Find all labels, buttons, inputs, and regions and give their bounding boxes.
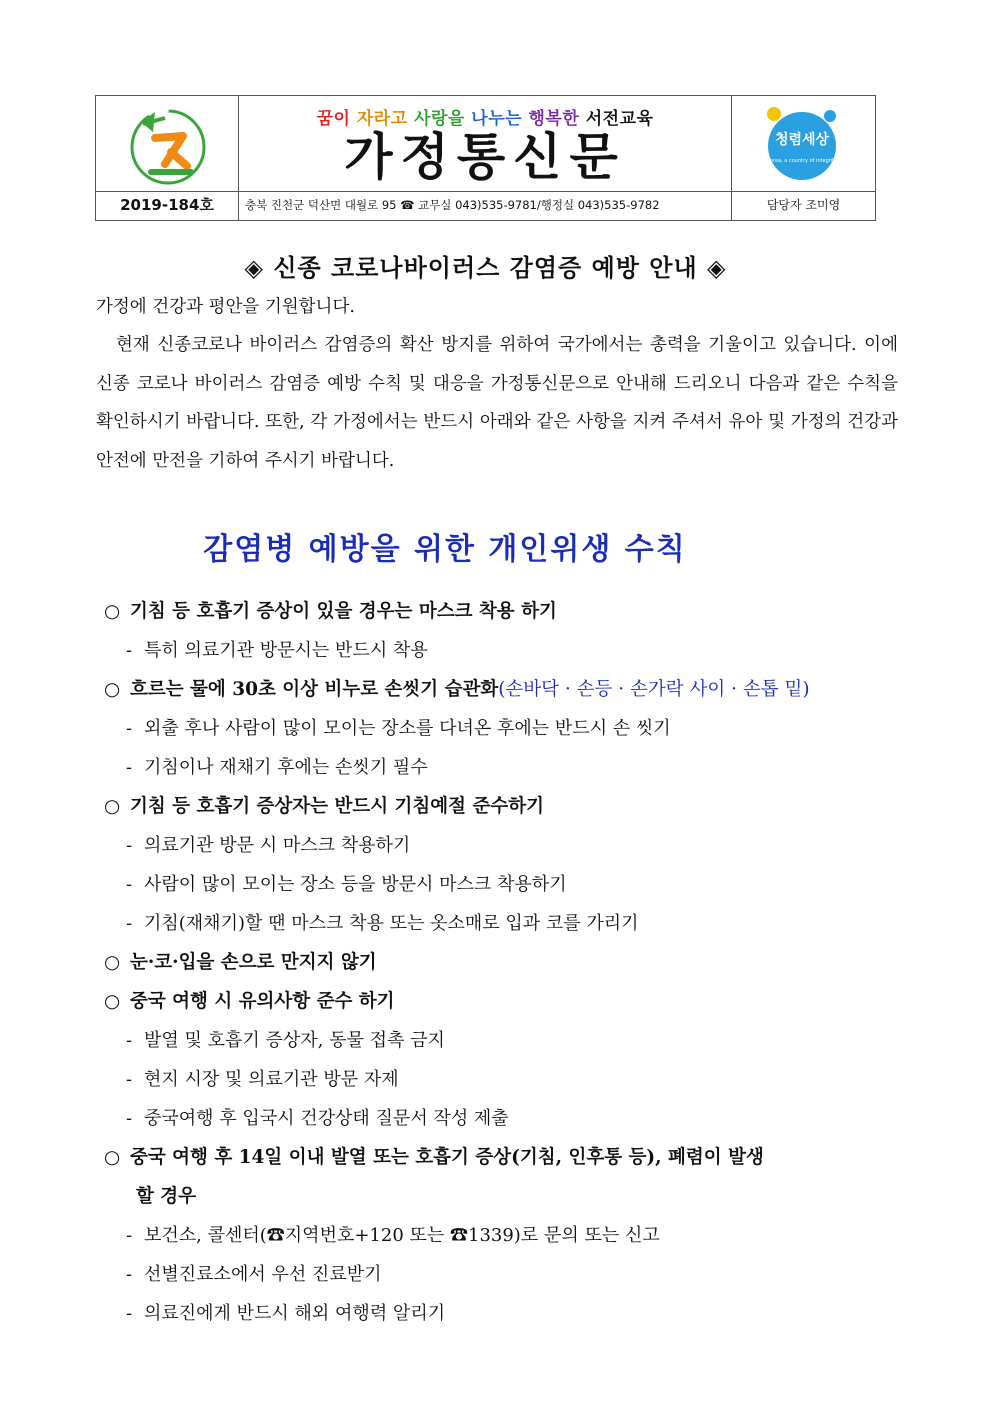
sub-item: - 현지 시장 및 의료기관 방문 자제 (126, 1069, 399, 1090)
sub-item: - 보건소, 콜센터(☎지역번호+120 또는 ☎1339)로 문의 또는 신고 (126, 1225, 660, 1246)
sub-item: - 선별진료소에서 우선 진료받기 (126, 1264, 382, 1285)
list-item-continuation: 할 경우 (136, 1186, 197, 1207)
slogan-part: 꿈이 (316, 109, 351, 129)
list-item: ○ 기침 등 호흡기 증상이 있을 경우는 마스크 착용 하기 (104, 601, 557, 622)
intro-text: 현재 신종코로나 바이러스 감염증의 확산 방지를 위하여 국가에서는 총력을 기울이고 있습니다. 이에 신종 코로나 바이러스 감염증 예방 수칙 및 대응을 가정통신문으로 안내해 드리오니 다음과 같은 수칙을 확인하시기 바랍니다. 또한, 각 가정에서는 반드시 아래와 같은 사항을 지켜 주셔서 유아 및 가정의 건강과 안전에 만전을 기하여 주시기 바랍니다. (96, 335, 898, 471)
list-item: ○ 중국 여행 시 유의사항 준수 하기 (104, 991, 395, 1012)
svg-text:Korea, a country of integrity: Korea, a country of integrity (766, 158, 838, 164)
list-item: ○ 흐르는 물에 30초 이상 비누로 손씻기 습관화(손바닥 · 손등 · 손가락 사이 · 손톱 밑) (104, 679, 810, 700)
sub-item: - 특히 의료기관 방문시는 반드시 착용 (126, 640, 428, 661)
slogan-part: 서전교육 (585, 109, 654, 129)
list-item: ○ 중국 여행 후 14일 이내 발열 또는 호흡기 증상(기침, 인후통 등), 폐렴이 발생 (104, 1147, 764, 1168)
notice-title: ◈ 신종 코로나바이러스 감염증 예방 안내 ◈ (244, 254, 727, 282)
integrity-logo-icon (752, 100, 852, 188)
school-address: 충북 진천군 덕산면 대월로 95 ☎ 교무실 043)535-9781/행정실 043)535-9782 (239, 191, 732, 220)
section-title: 감염병 예방을 위한 개인위생 수칙 (203, 532, 687, 567)
sub-item: - 사람이 많이 모이는 장소 등을 방문시 마스크 착용하기 (126, 874, 567, 895)
title-cell (239, 96, 732, 191)
list-item: ○ 눈·코·입을 손으로 만지지 않기 (104, 952, 377, 973)
slogan (239, 104, 731, 129)
slogan-part: 사랑을 (414, 109, 465, 129)
integrity-logo-cell (732, 96, 875, 191)
issue-number: 2019-184호 (96, 191, 239, 220)
slogan-part: 나누는 (471, 109, 523, 129)
list-item: ○ 기침 등 호흡기 증상자는 반드시 기침예절 준수하기 (104, 796, 544, 817)
sub-item: - 의료기관 방문 시 마스크 착용하기 (126, 835, 411, 856)
sub-item: - 중국여행 후 입국시 건강상태 질문서 작성 제출 (126, 1108, 509, 1129)
note-text: (손바닥 · 손등 · 손가락 사이 · 손톱 밑) (498, 679, 810, 700)
school-logo-cell (96, 96, 239, 191)
sub-item: - 기침이나 재채기 후에는 손씻기 필수 (126, 757, 428, 778)
sub-item: - 기침(재채기)할 땐 마스크 착용 또는 옷소매로 입과 코를 가리기 (126, 913, 639, 934)
page-title: 가정통신문 (344, 128, 626, 186)
slogan-part: 행복한 (528, 109, 580, 129)
greeting-text: 가정에 건강과 평안을 기원합니다. (96, 297, 355, 317)
slogan-part: 자라고 (356, 109, 408, 129)
svg-text:청렴세상: 청렴세상 (774, 132, 830, 148)
sub-item: - 외출 후나 사람이 많이 모이는 장소를 다녀온 후에는 반드시 손 씻기 (126, 718, 671, 739)
newsletter-header (95, 95, 876, 221)
hygiene-rules-list (104, 592, 904, 1333)
sub-item: - 의료진에게 반드시 해외 여행력 알리기 (126, 1303, 446, 1324)
manager-name: 담당자 조미영 (766, 198, 841, 212)
sub-item: - 발열 및 호흡기 증상자, 동물 접촉 금지 (126, 1030, 445, 1051)
school-logo-icon (113, 102, 223, 187)
